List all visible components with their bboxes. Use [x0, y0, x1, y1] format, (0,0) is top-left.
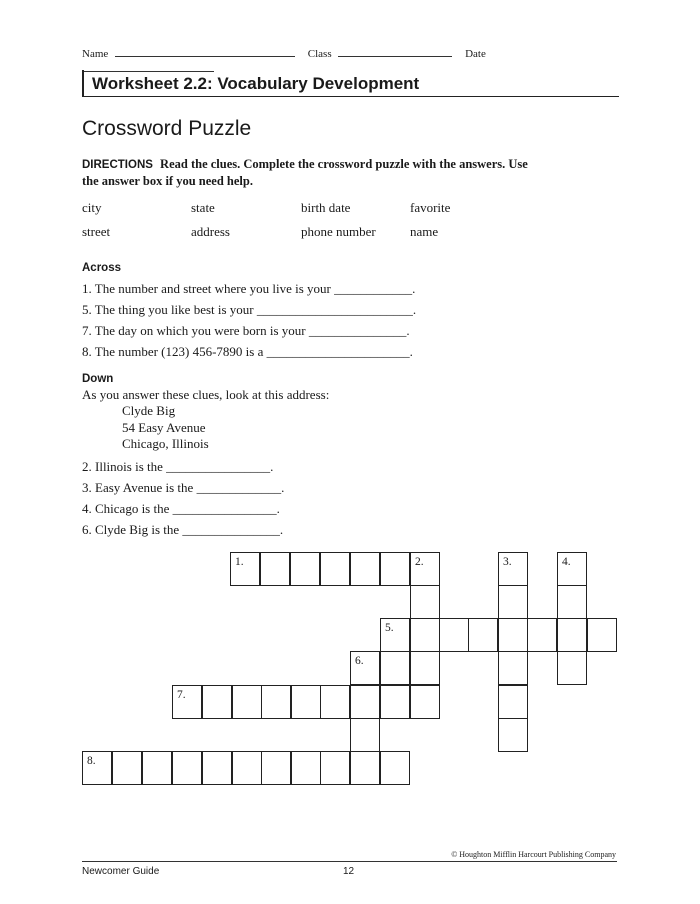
crossword-cell[interactable]: [557, 552, 587, 586]
crossword-cell[interactable]: [498, 552, 528, 586]
class-blank[interactable]: [338, 45, 452, 57]
crossword-cell[interactable]: [380, 651, 410, 685]
crossword-cell[interactable]: [350, 651, 380, 685]
clue-number: 7.: [177, 689, 186, 701]
crossword-cell[interactable]: [498, 718, 528, 752]
crossword-cell[interactable]: [527, 618, 557, 652]
answer-word: city: [82, 200, 102, 215]
crossword-cell[interactable]: [498, 585, 528, 619]
copyright: © Houghton Mifflin Harcourt Publishing Company: [451, 850, 616, 859]
crossword-cell[interactable]: [350, 685, 380, 719]
address-line: 54 Easy Avenue: [122, 419, 206, 435]
crossword-cell[interactable]: [320, 751, 350, 785]
crossword-cell[interactable]: [439, 618, 469, 652]
answer-word: name: [410, 224, 439, 239]
crossword-cell[interactable]: [261, 751, 291, 785]
address-line: Chicago, Illinois: [122, 436, 209, 451]
directions: [82, 156, 532, 189]
crossword-cell[interactable]: [380, 751, 410, 785]
crossword-cell[interactable]: [142, 751, 172, 785]
name-blank[interactable]: [115, 45, 295, 57]
crossword-cell[interactable]: [82, 751, 112, 785]
clue-number: 6.: [355, 655, 364, 667]
crossword-cell[interactable]: [410, 651, 440, 685]
crossword-cell[interactable]: [380, 685, 410, 719]
class-label: Class: [307, 48, 332, 60]
clue-number: 1.: [235, 556, 244, 568]
crossword-cell[interactable]: [232, 751, 262, 785]
crossword-cell[interactable]: [410, 685, 440, 719]
answer-word: state: [191, 200, 215, 215]
clue-down-6: 6. Clyde Big is the _______________.: [82, 522, 284, 537]
crossword-cell[interactable]: [291, 751, 321, 785]
directions-label: DIRECTIONS: [82, 159, 153, 171]
section-title: Crossword Puzzle: [82, 117, 252, 140]
guide-name: Newcomer Guide: [82, 866, 160, 877]
crossword-cell[interactable]: [410, 552, 440, 586]
date-label: Date: [465, 48, 486, 60]
crossword-cell[interactable]: [290, 552, 320, 586]
name-label: Name: [82, 48, 109, 60]
crossword-cell[interactable]: [261, 685, 291, 719]
clue-across-1: 1. The number and street where you live is your ____________.: [82, 281, 416, 296]
clue-number: 8.: [87, 755, 96, 767]
crossword-cell[interactable]: [498, 651, 528, 685]
crossword-cell[interactable]: [557, 585, 587, 619]
across-clues: [82, 278, 416, 362]
down-heading: Down: [82, 373, 114, 385]
answer-word: address: [191, 224, 230, 239]
crossword-cell[interactable]: [498, 618, 528, 652]
clue-number: 2.: [415, 556, 424, 568]
answer-word: birth date: [301, 200, 351, 215]
crossword-cell[interactable]: [587, 618, 617, 652]
crossword-cell[interactable]: [557, 618, 587, 652]
crossword-cell[interactable]: [380, 618, 410, 652]
crossword-cell[interactable]: [112, 751, 142, 785]
clue-number: 4.: [562, 556, 571, 568]
crossword-cell[interactable]: [230, 552, 260, 586]
across-heading: Across: [82, 262, 121, 274]
clue-across-8: 8. The number (123) 456-7890 is a ______________________.: [82, 344, 413, 359]
crossword-cell[interactable]: [202, 751, 232, 785]
down-clues: [82, 456, 284, 540]
crossword-cell[interactable]: [557, 651, 587, 685]
crossword-cell[interactable]: [202, 685, 232, 719]
address-block: [122, 403, 209, 453]
address-line: Clyde Big: [122, 403, 176, 418]
crossword-cell[interactable]: [232, 685, 262, 719]
crossword-cell[interactable]: [468, 618, 498, 652]
answer-word: street: [82, 224, 111, 239]
clue-down-3: 3. Easy Avenue is the _____________.: [82, 480, 285, 495]
crossword-cell[interactable]: [320, 552, 350, 586]
crossword-cell[interactable]: [410, 618, 440, 652]
crossword-cell[interactable]: [320, 685, 350, 719]
crossword-cell[interactable]: [172, 685, 202, 719]
clue-across-5: 5. The thing you like best is your ________________________.: [82, 302, 417, 317]
crossword-cell[interactable]: [260, 552, 290, 586]
crossword-cell[interactable]: [498, 685, 528, 719]
answer-word: phone number: [301, 224, 376, 239]
clue-number: 3.: [503, 556, 512, 568]
worksheet-title-bar: [82, 70, 619, 97]
clue-across-7: 7. The day on which you were born is your _______________.: [82, 323, 410, 338]
crossword-cell[interactable]: [350, 552, 380, 586]
answer-word: favorite: [410, 200, 451, 215]
clue-down-2: 2. Illinois is the ________________.: [82, 459, 274, 474]
crossword-cell[interactable]: [291, 685, 321, 719]
crossword-cell[interactable]: [172, 751, 202, 785]
crossword-cell[interactable]: [380, 552, 410, 586]
footer-rule: [82, 861, 617, 862]
worksheet-title: Worksheet 2.2: Vocabulary Development: [92, 74, 420, 93]
crossword-cell[interactable]: [350, 718, 380, 752]
clue-down-4: 4. Chicago is the ________________.: [82, 501, 280, 516]
page-number: 12: [343, 866, 355, 877]
down-intro: As you answer these clues, look at this address:: [82, 387, 330, 402]
crossword-cell[interactable]: [410, 585, 440, 619]
crossword-cell[interactable]: [350, 751, 380, 785]
clue-number: 5.: [385, 622, 394, 634]
directions-text: Read the clues. Complete the crossword puzzle with the answers. Use the answer box if you need help.: [82, 157, 528, 188]
